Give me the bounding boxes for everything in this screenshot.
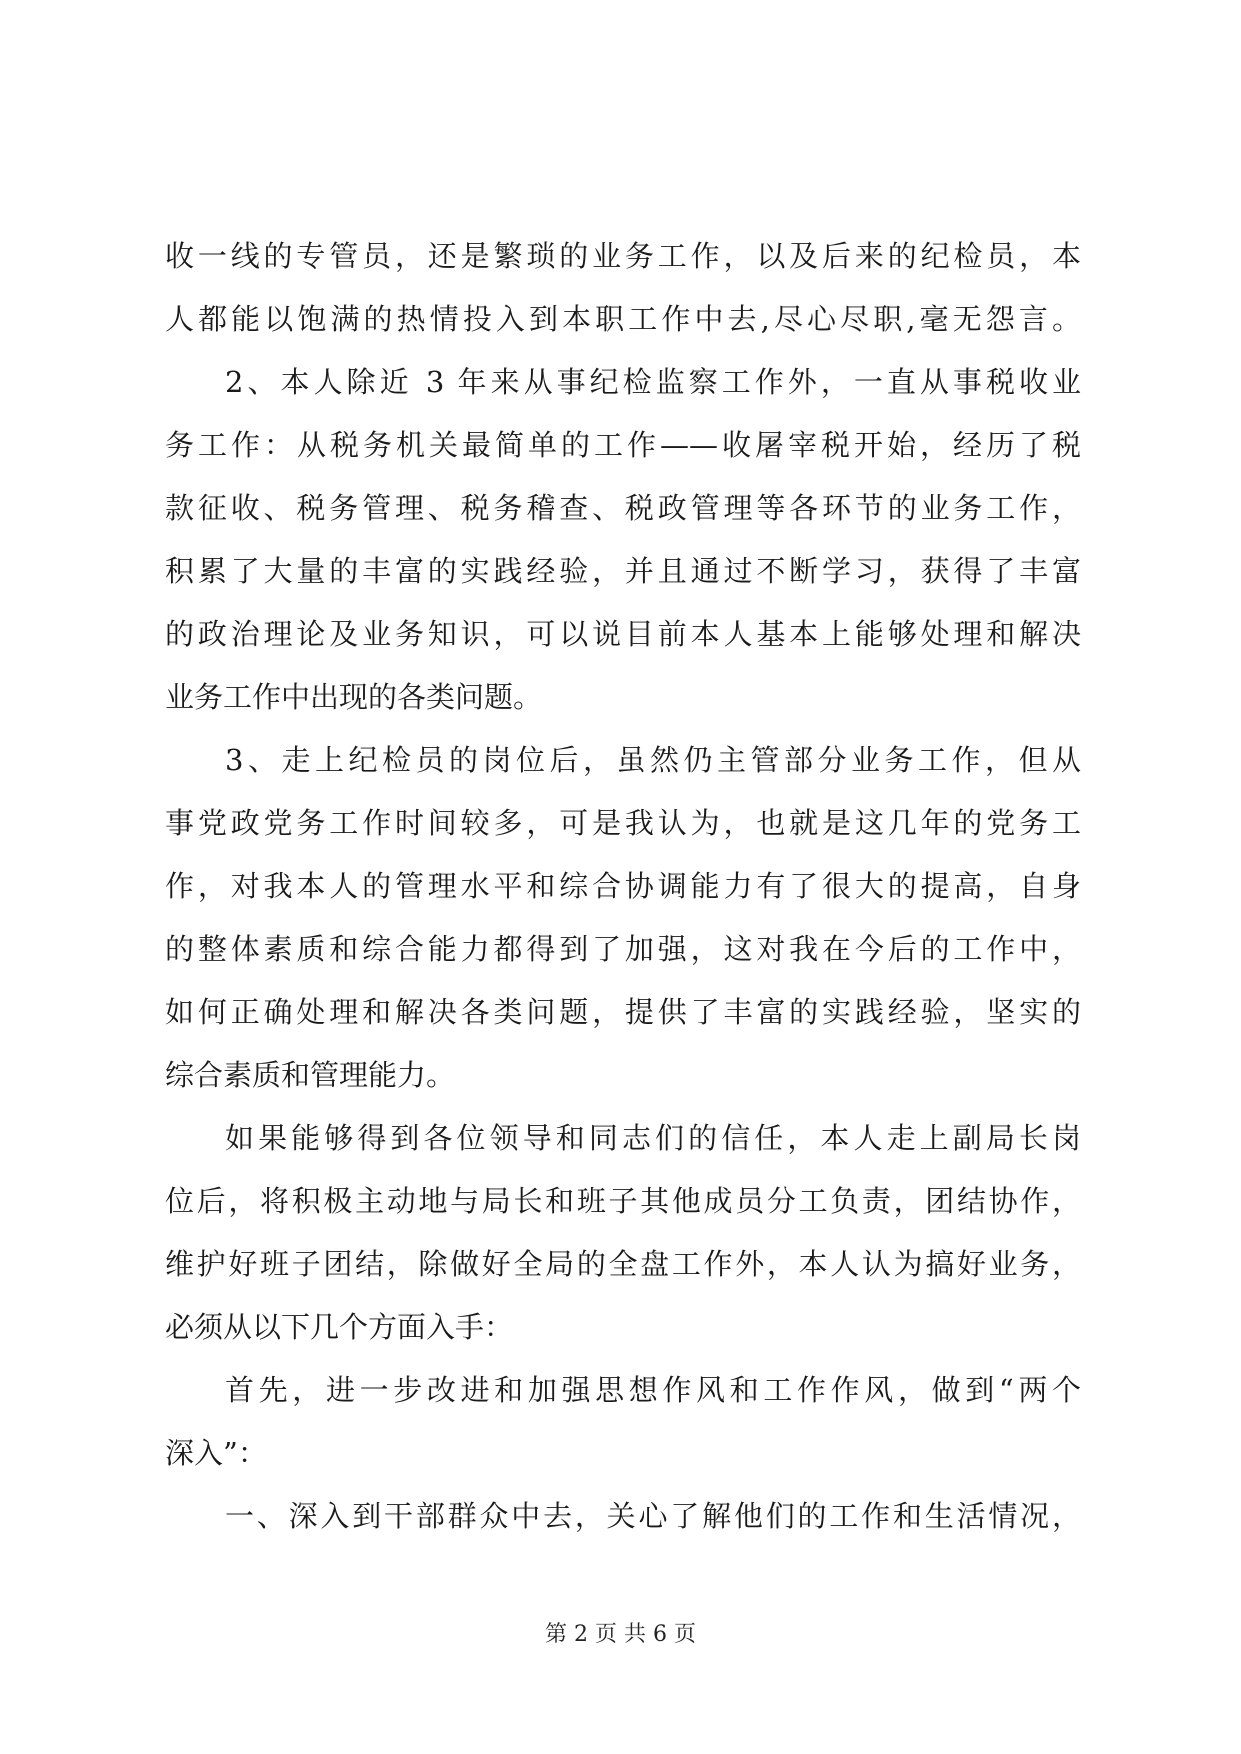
text-line: 的整体素质和综合能力都得到了加强，这对我在今后的工作中， (165, 932, 1081, 966)
page-footer: 第 2 页 共 6 页 (545, 1622, 696, 1647)
text-line: 业务工作中出现的各类问题。 (165, 680, 543, 714)
text-line: 一、深入到干部群众中去，关心了解他们的工作和生活情况， (225, 1499, 1081, 1533)
text-line: 综合素质和管理能力。 (165, 1058, 456, 1092)
text-line: 3、走上纪检员的岗位后，虽然仍主管部分业务工作，但从 (225, 743, 1081, 777)
text-line: 收一线的专管员，还是繁琐的业务工作，以及后来的纪检员，本 (165, 239, 1081, 273)
text-line: 积累了大量的丰富的实践经验，并且通过不断学习，获得了丰富 (165, 554, 1081, 588)
text-line: 如何正确处理和解决各类问题，提供了丰富的实践经验，坚实的 (165, 995, 1081, 1029)
text-line: 作，对我本人的管理水平和综合协调能力有了很大的提高，自身 (165, 869, 1081, 903)
text-line: 深入”： (165, 1436, 267, 1470)
text-line: 务工作：从税务机关最简单的工作——收屠宰税开始，经历了税 (165, 428, 1081, 462)
text-line: 首先，进一步改进和加强思想作风和工作作风，做到“两个 (225, 1373, 1081, 1407)
text-line: 人都能以饱满的热情投入到本职工作中去,尽心尽职,毫无怨言。 (165, 302, 1081, 336)
text-line: 事党政党务工作时间较多，可是我认为，也就是这几年的党务工 (165, 806, 1081, 840)
text-line: 维护好班子团结，除做好全局的全盘工作外，本人认为搞好业务， (165, 1247, 1081, 1281)
text-line: 2、本人除近 3 年来从事纪检监察工作外，一直从事税收业 (225, 365, 1081, 399)
body-text (165, 225, 1081, 1548)
text-line: 必须从以下几个方面入手： (165, 1310, 514, 1344)
text-line: 位后，将积极主动地与局长和班子其他成员分工负责，团结协作， (165, 1184, 1081, 1218)
text-line: 如果能够得到各位领导和同志们的信任，本人走上副局长岗 (225, 1121, 1081, 1155)
text-line: 的政治理论及业务知识，可以说目前本人基本上能够处理和解决 (165, 617, 1081, 651)
text-line: 款征收、税务管理、税务稽查、税政管理等各环节的业务工作， (165, 491, 1081, 525)
